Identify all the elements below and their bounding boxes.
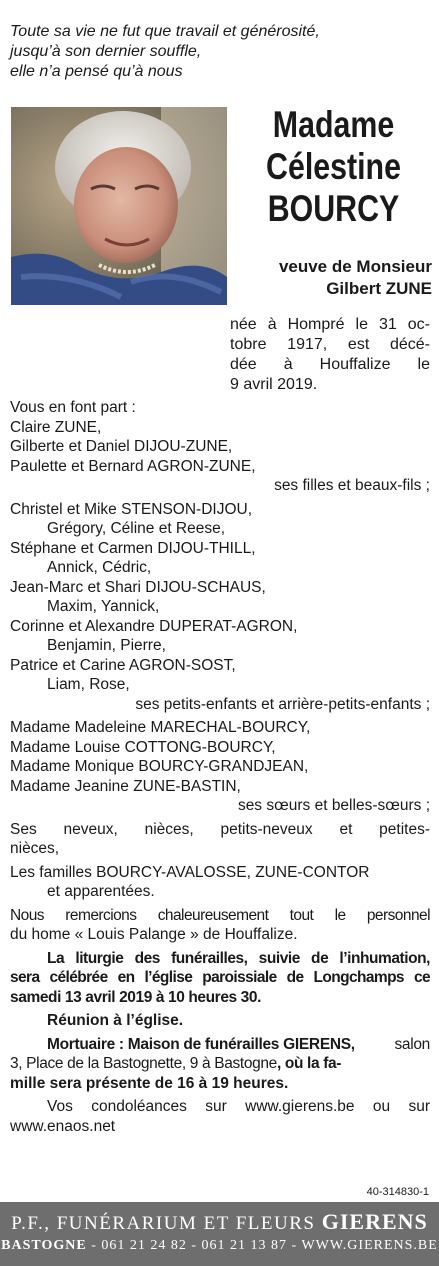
mortuary-label: Mortuaire : Maison de funérailles GIERENS, <box>47 1035 355 1053</box>
condolences-link: www.enaos.net <box>10 1117 116 1135</box>
condolences-line: Vos condoléances sur www.gierens.be ou sur <box>47 1098 430 1115</box>
funeral-home-banner <box>0 1202 439 1266</box>
funeral-line: La liturgie des funérailles, suivie de l’inhumation, <box>47 949 430 967</box>
mortuary-presence: , où la fa- <box>276 1055 342 1072</box>
banner-prefix: P.F., FUNÉRARIUM ET FLEURS <box>11 1213 316 1234</box>
widow-of <box>232 256 432 300</box>
epigraph <box>10 22 430 82</box>
reference-number: 40-314830-1 <box>366 1186 429 1198</box>
epigraph-line: Toute sa vie ne fut que travail et générosité, <box>10 23 320 40</box>
relation-line: ses sœurs et belles-sœurs ; <box>237 797 430 814</box>
intro-line: Vous en font part : <box>10 399 136 416</box>
announcement-body <box>10 398 430 1136</box>
name-title: Madame <box>272 104 395 145</box>
families-line: et apparentées. <box>47 883 155 900</box>
portrait-photo <box>11 107 227 305</box>
mortuary-salon: salon <box>394 1035 430 1053</box>
couple-line: Jean-Marc et Shari DIJOU-SCHAUS, <box>10 578 266 596</box>
first-name: Célestine <box>266 146 401 187</box>
thanks-line: du home « Louis Palange » de Houffalize. <box>10 926 298 943</box>
birth-line: née à Hompré le 31 oc- <box>230 316 430 333</box>
nephews-line: Ses neveux, nièces, petits-neveux et petites- <box>10 820 430 838</box>
funeral-line: sera célébrée en l’église paroissiale de Longchamps ce <box>10 969 430 986</box>
relation-line: ses filles et beaux-fils ; <box>274 477 430 494</box>
families-line: Les familles BOURCY-AVALOSSE, ZUNE-CONTOR <box>10 863 370 881</box>
nephews-line: nièces, <box>10 840 60 857</box>
kids-line: Maxim, Yannick, <box>47 598 160 615</box>
banner-contact <box>0 1238 439 1254</box>
kids-line: Liam, Rose, <box>47 676 130 693</box>
banner-company: GIERENS <box>321 1209 428 1234</box>
thanks-line: Nous remercions chaleureusement tout le personnel <box>10 906 430 924</box>
widow-line: veuve de Monsieur <box>278 257 432 276</box>
child-line: Paulette et Bernard AGRON-ZUNE, <box>10 457 256 475</box>
banner-line <box>0 1209 439 1235</box>
couple-line: Christel et Mike STENSON-DIJOU, <box>10 500 253 518</box>
meeting-line: Réunion à l’église. <box>47 1012 184 1029</box>
couple-line: Patrice et Carine AGRON-SOST, <box>10 656 236 674</box>
couple-line: Corinne et Alexandre DUPERAT-AGRON, <box>10 617 298 635</box>
birth-line: 9 avril 2019. <box>230 376 318 393</box>
last-name: BOURCY <box>267 188 400 229</box>
birth-line: dée à Houffalize le <box>230 356 430 373</box>
kids-line: Grégory, Céline et Reese, <box>47 520 226 537</box>
mortuary-line <box>10 1035 430 1055</box>
kids-line: Annick, Cédric, <box>47 559 152 576</box>
funeral-line: samedi 13 avril 2019 à 10 heures 30. <box>10 988 262 1006</box>
sister-line: Madame Madeleine MARECHAL-BOURCY, <box>10 719 311 736</box>
child-line: Claire ZUNE, <box>10 418 102 436</box>
couple-line: Stéphane et Carmen DIJOU-THILL, <box>10 539 256 557</box>
banner-phones: - 061 21 24 82 - 061 21 13 87 - WWW.GIERENS.BE <box>86 1238 438 1253</box>
banner-city: BASTOGNE <box>1 1238 87 1253</box>
relation-line: ses petits-enfants et arrière-petits-enfants ; <box>135 695 430 713</box>
widow-line: Gilbert ZUNE <box>326 279 432 298</box>
sister-line: Madame Jeanine ZUNE-BASTIN, <box>10 777 241 795</box>
epigraph-line: jusqu’à son dernier souffle, <box>10 43 202 60</box>
kids-line: Benjamin, Pierre, <box>47 637 166 654</box>
mortuary-address: 3, Place de la Bastognette, 9 à Bastogne <box>10 1055 277 1072</box>
deceased-name <box>250 104 416 230</box>
birth-line: tobre 1917, est décé- <box>230 336 430 353</box>
birth-death-text <box>230 315 430 395</box>
child-line: Gilberte et Daniel DIJOU-ZUNE, <box>10 438 233 455</box>
mortuary-line: mille sera présente de 16 à 19 heures. <box>10 1074 289 1092</box>
epigraph-line: elle n’a pensé qu’à nous <box>10 63 183 80</box>
mortuary-line <box>10 1054 430 1074</box>
sister-line: Madame Monique BOURCY-GRANDJEAN, <box>10 758 309 775</box>
sister-line: Madame Louise COTTONG-BOURCY, <box>10 738 276 756</box>
